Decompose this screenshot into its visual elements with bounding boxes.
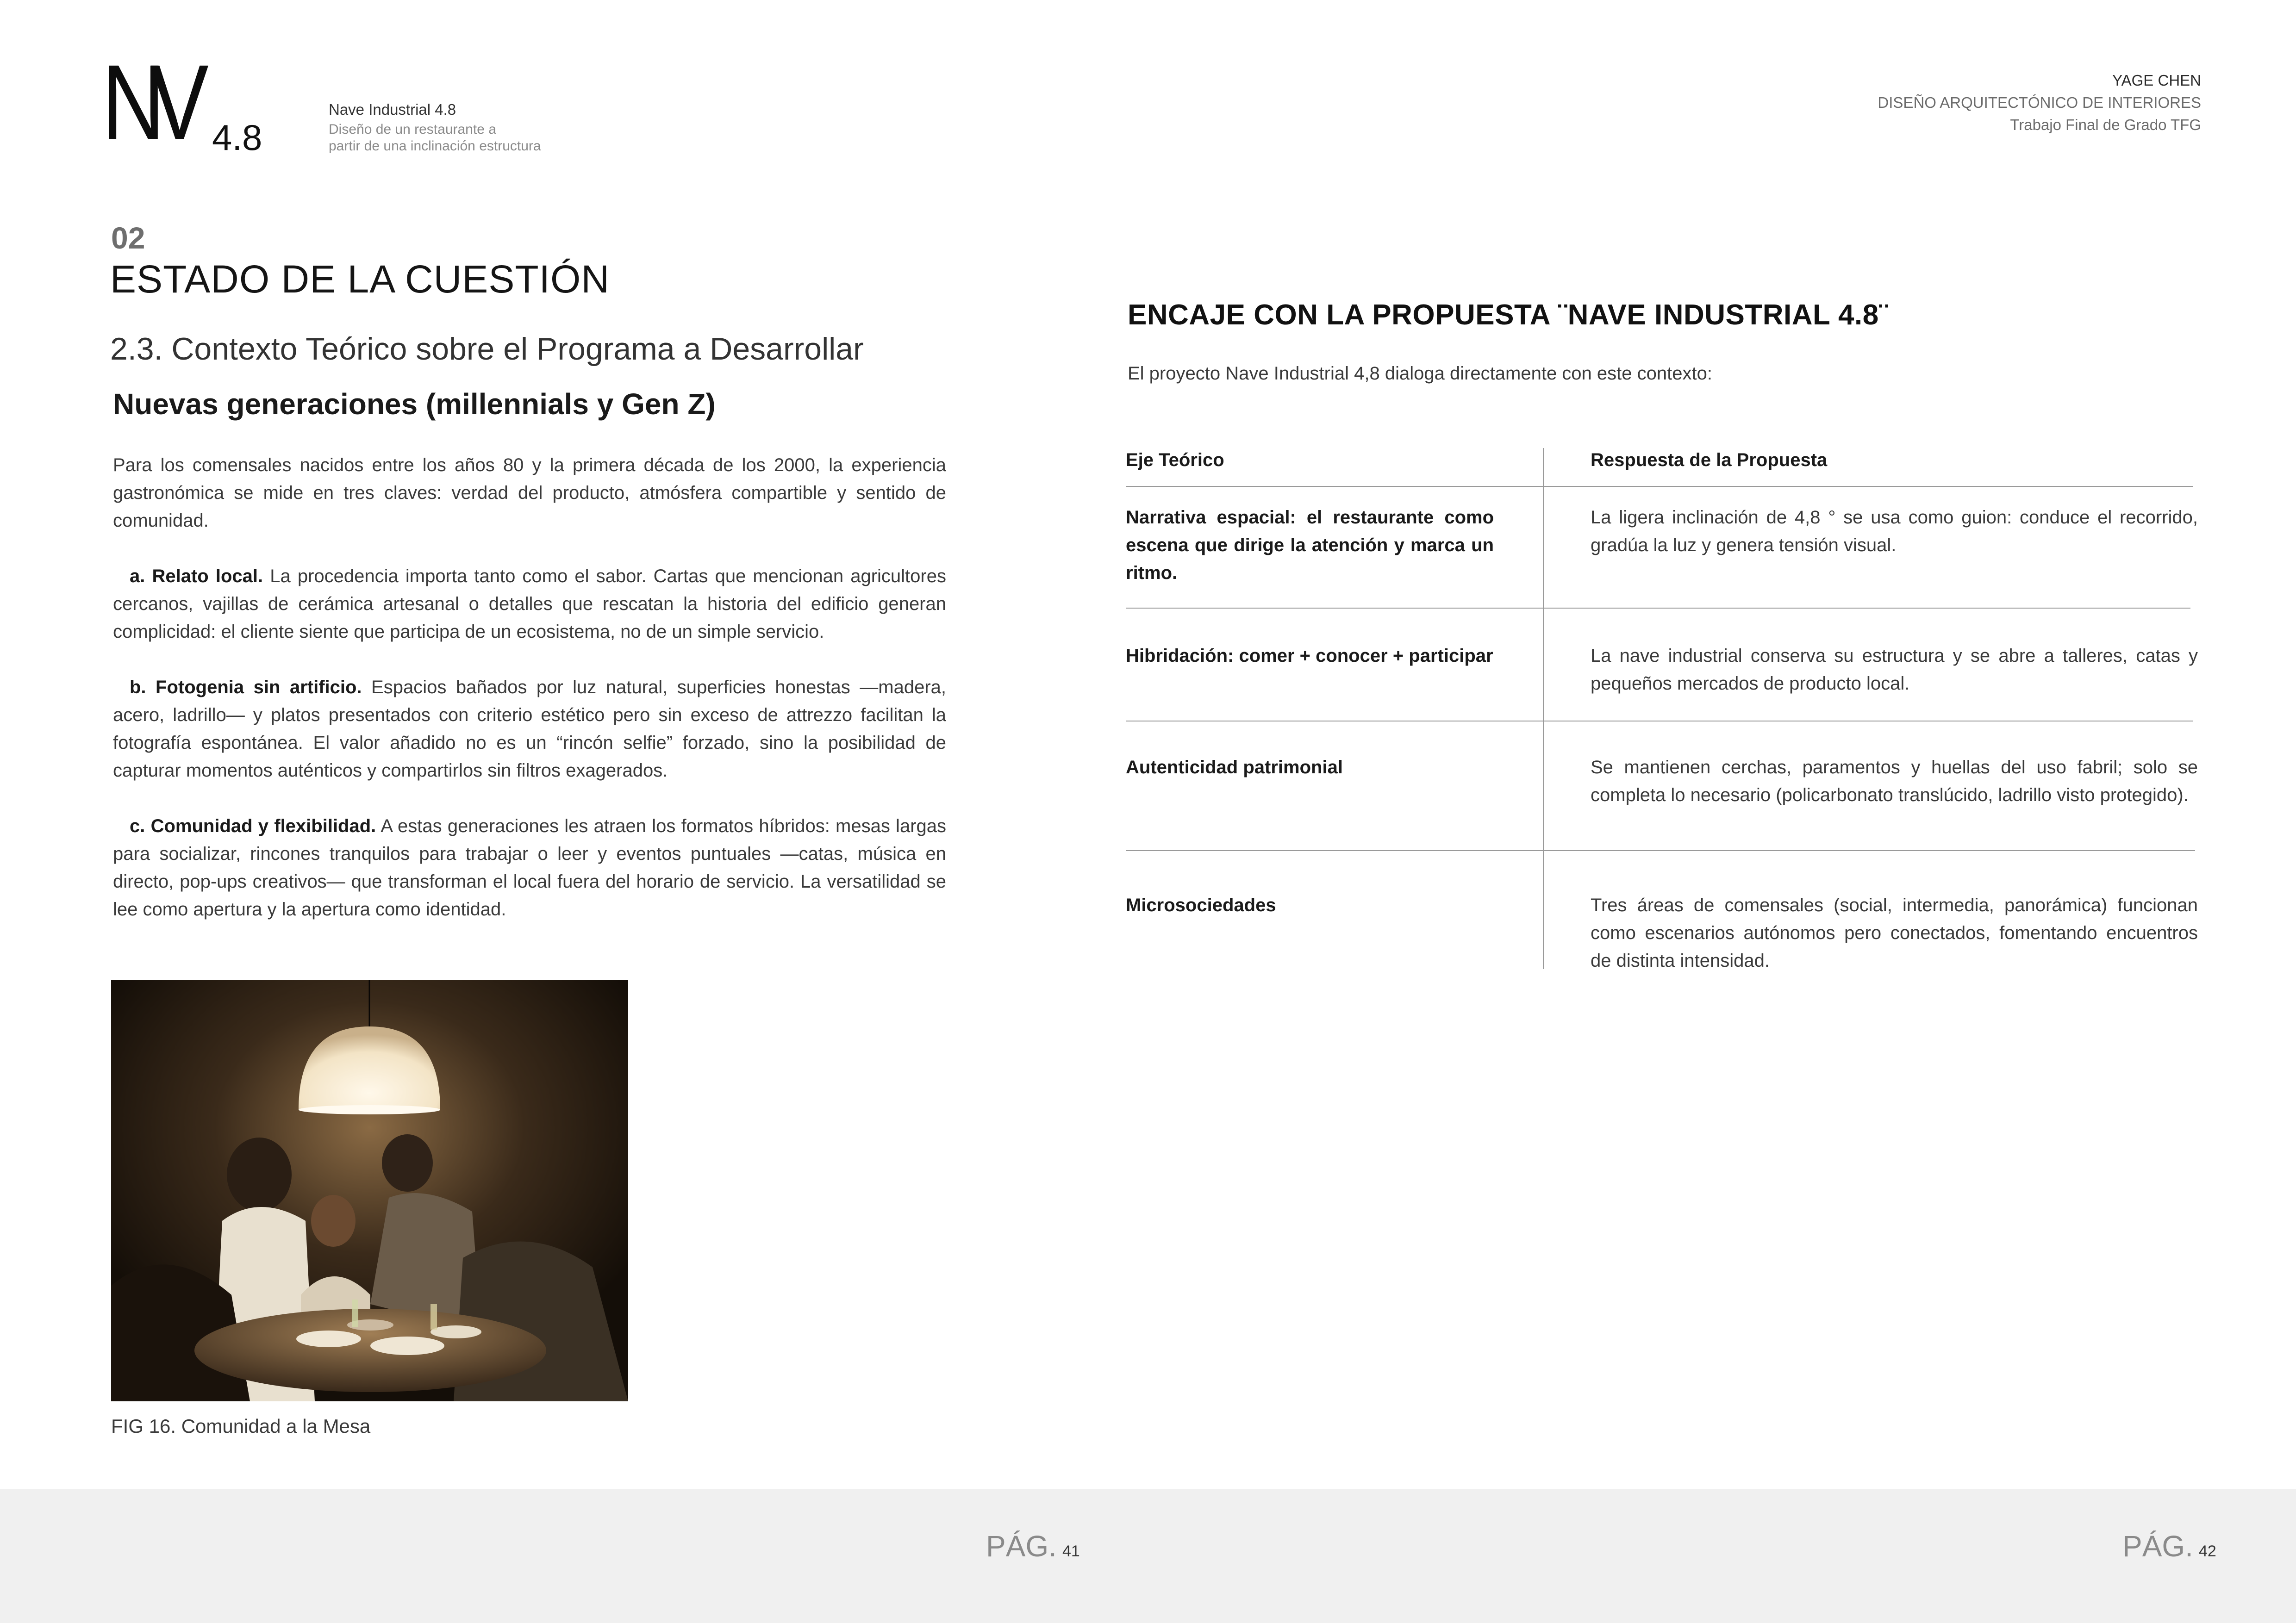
logo-letters: NV bbox=[102, 43, 194, 162]
row-response-narrativa: La ligera inclinación de 4,8 ° se usa como guion: conduce el recorrido, gradúa la luz y genera tensión visual. bbox=[1591, 507, 2198, 555]
person-left-head bbox=[227, 1138, 292, 1212]
topic-title: Nuevas generaciones (millennials y Gen Z) bbox=[113, 387, 716, 421]
project-title: Nave Industrial 4.8 bbox=[329, 101, 456, 118]
work-type: Trabajo Final de Grado TFG bbox=[2010, 116, 2201, 133]
table-row-divider bbox=[1126, 608, 2190, 609]
page-label: PÁG. bbox=[986, 1530, 1057, 1563]
point-a-label: a. Relato local. bbox=[130, 566, 263, 586]
table-row-divider bbox=[1126, 850, 2195, 851]
table-column-divider bbox=[1543, 448, 1544, 969]
section-title: ESTADO DE LA CUESTIÓN bbox=[110, 257, 610, 301]
table-header-response: Respuesta de la Propuesta bbox=[1591, 450, 1828, 470]
point-b-label: b. Fotogenia sin artificio. bbox=[130, 677, 362, 697]
person-center-head bbox=[311, 1195, 356, 1247]
page-label: PÁG. bbox=[2122, 1530, 2193, 1563]
glass-1 bbox=[352, 1300, 358, 1327]
proposal-intro: El proyecto Nave Industrial 4,8 dialoga directamente con este contexto: bbox=[1128, 363, 1712, 384]
point-a-text: La procedencia importa tanto como el sabor. Cartas que mencionan agricultores cercanos, vajillas de cerámica artesanal o detalles que rescatan la historia del edificio generan complicidad: el cliente siente que participa de un ecosistema, no de un simple servicio. bbox=[113, 566, 946, 642]
figure-caption: FIG 16. Comunidad a la Mesa bbox=[111, 1415, 371, 1437]
plate-2 bbox=[370, 1337, 444, 1355]
section-number: 02 bbox=[111, 221, 145, 255]
point-c-paragraph bbox=[113, 812, 946, 923]
logo-version: 4.8 bbox=[212, 117, 262, 158]
proposal-title: ENCAJE CON LA PROPUESTA ¨NAVE INDUSTRIAL 4.8¨ bbox=[1128, 299, 1889, 331]
point-b-text: Espacios bañados por luz natural, superficies honestas —madera, acero, ladrillo— y platos presentados con criterio estético pero sin exceso de attrezzo facilitan la fotografía espontánea. El valor añadido no es un “rincón selfie” forzado, sino la posibilidad de capturar momentos auténticos y compartirlos sin filtros exagerados. bbox=[113, 677, 946, 781]
project-subtitle-line2: partir de una inclinación estructura bbox=[329, 138, 541, 154]
point-b-paragraph bbox=[113, 673, 946, 784]
degree-name: DISEÑO ARQUITECTÓNICO DE INTERIORES bbox=[1878, 94, 2201, 111]
page-number-right bbox=[2122, 1529, 2216, 1563]
plate-3 bbox=[430, 1325, 481, 1338]
table-row-divider bbox=[1126, 486, 2193, 487]
row-response-microsociedades: Tres áreas de comensales (social, intermedia, panorámica) funcionan como escenarios autónomos pero conectados, fomentando encuentros de distinta intensidad. bbox=[1591, 895, 2198, 971]
lamp-rim bbox=[299, 1105, 440, 1114]
dinner-illustration bbox=[111, 980, 628, 1401]
footer-bar bbox=[0, 1489, 2296, 1623]
glass-2 bbox=[430, 1304, 437, 1330]
point-c-label: c. Comunidad y flexibilidad. bbox=[130, 816, 376, 836]
point-a-paragraph bbox=[113, 562, 946, 646]
plate-1 bbox=[296, 1331, 361, 1347]
row-axis-microsociedades: Microsociedades bbox=[1126, 895, 1276, 915]
row-axis-narrativa: Narrativa espacial: el restaurante como escena que dirige la atención y marca un ritmo. bbox=[1126, 507, 1494, 583]
row-axis-hibridacion: Hibridación: comer + conocer + participar bbox=[1126, 646, 1493, 666]
dinner-photo bbox=[111, 980, 628, 1401]
author-block bbox=[1878, 69, 2201, 136]
page-number-42: 42 bbox=[2198, 1542, 2216, 1560]
person-right-head bbox=[382, 1134, 433, 1192]
table-header-axis: Eje Teórico bbox=[1126, 450, 1224, 470]
row-response-autenticidad: Se mantienen cerchas, paramentos y huellas del uso fabril; solo se completa lo necesario (policarbonato translúcido, ladrillo visto protegido). bbox=[1591, 757, 2198, 805]
row-axis-autenticidad: Autenticidad patrimonial bbox=[1126, 757, 1343, 777]
project-subtitle bbox=[329, 121, 606, 155]
page-number-41: 41 bbox=[1062, 1542, 1080, 1560]
page-number-left bbox=[986, 1529, 1080, 1563]
intro-paragraph: Para los comensales nacidos entre los años 80 y la primera década de los 2000, la experiencia gastronómica se mide en tres claves: verdad del producto, atmósfera compartible y sentido de comunidad. bbox=[113, 455, 946, 531]
row-response-hibridacion: La nave industrial conserva su estructura y se abre a talleres, catas y pequeños mercados de producto local. bbox=[1591, 646, 2198, 694]
point-c-text: A estas generaciones les atraen los formatos híbridos: mesas largas para socializar, rincones tranquilos para trabajar o leer y eventos puntuales —catas, música en directo, pop-ups creativos— que transforman el local fuera del horario de servicio. La versatilidad se lee como apertura y la apertura como identidad. bbox=[113, 816, 947, 920]
subsection-title: 2.3. Contexto Teórico sobre el Programa a Desarrollar bbox=[110, 331, 864, 367]
project-subtitle-line1: Diseño de un restaurante a bbox=[329, 122, 496, 137]
author-name: YAGE CHEN bbox=[2112, 72, 2201, 89]
logo bbox=[102, 43, 268, 162]
